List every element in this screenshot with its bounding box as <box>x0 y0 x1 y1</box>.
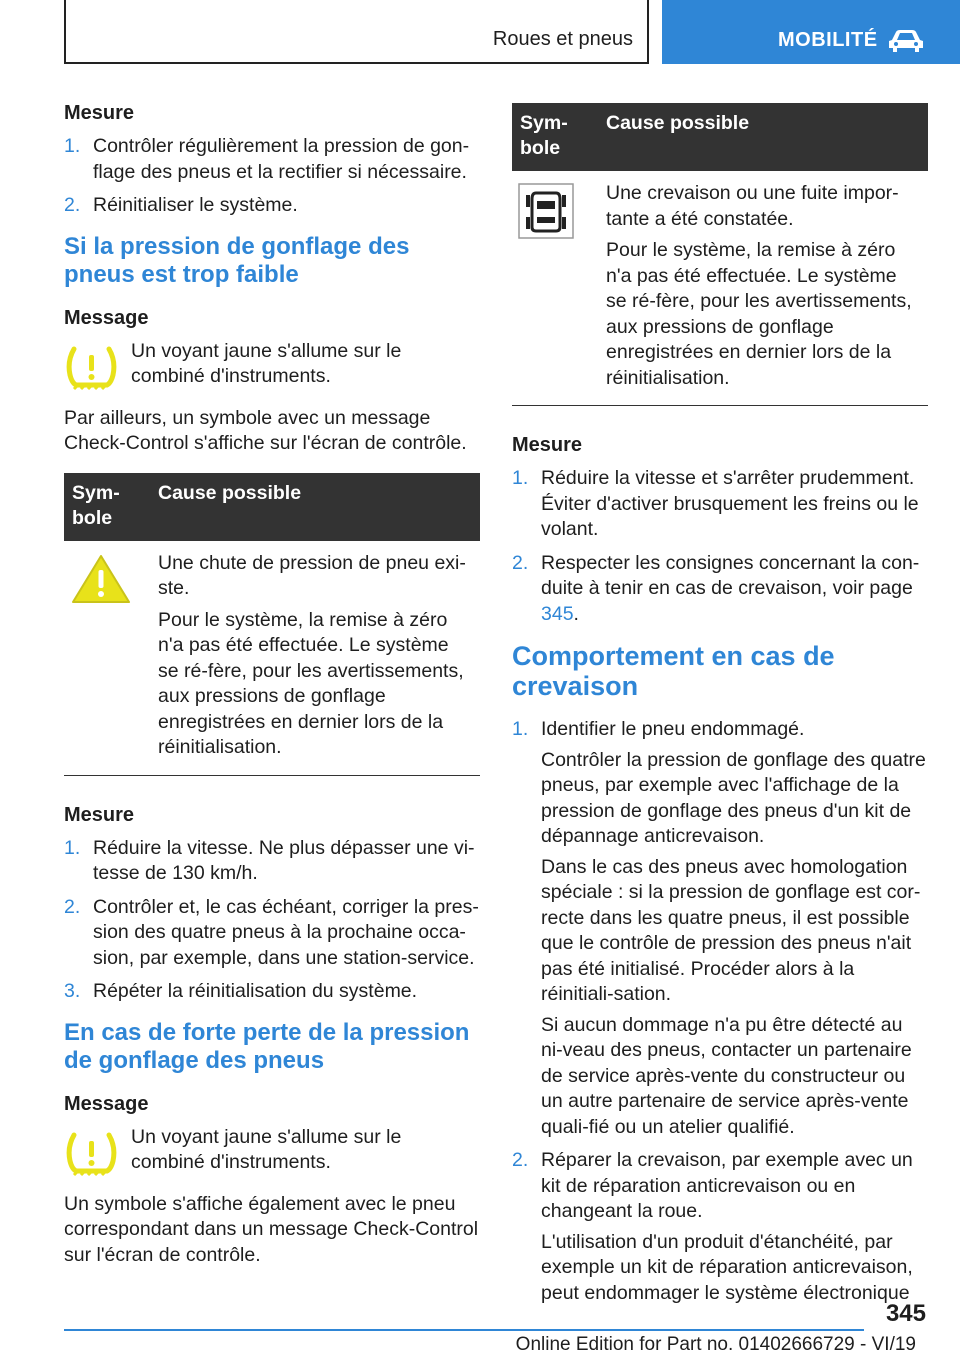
paragraph: Par ailleurs, un symbole avec un message Check-Control s'affiche sur l'écran de contrôle. <box>64 406 467 454</box>
section-title: Roues et pneus <box>492 28 633 50</box>
cause-text: Pour le système, la remise à zéro n'a pas été effectuée. Le système se ré-fère, pour les avertissements, aux pressions de gonflage enregistrées en dernier lors de la réinitialisation. <box>158 608 464 758</box>
tire-pressure-warning-icon <box>64 1131 119 1177</box>
car-tire-status-icon <box>518 183 574 239</box>
step-text: Répéter la réinitialisation du système. <box>93 980 418 1002</box>
step-item <box>512 466 928 543</box>
message-text: Un voyant jaune s'allume sur le combiné d'instruments. <box>131 1125 402 1173</box>
step-text: Contrôler et, le cas échéant, corriger la pres-sion des quatre pneus à la prochaine occa-sion, par exemple, dans une station-service. <box>93 895 479 969</box>
step-number: 1. <box>512 467 529 489</box>
page-number: 345 <box>885 1300 926 1327</box>
cause-cell <box>598 171 928 406</box>
message-block <box>64 339 480 394</box>
footer-divider <box>64 1329 864 1331</box>
mesure-label: Mesure <box>64 803 135 826</box>
cause-text: Une chute de pression de pneu exi-ste. <box>158 551 466 599</box>
step-number: 1. <box>64 836 81 859</box>
step-number: 2. <box>64 194 81 216</box>
step-number: 1. <box>64 135 81 157</box>
mesure-label: Mesure <box>64 102 135 124</box>
table-row <box>512 171 928 406</box>
step-item <box>64 895 480 972</box>
step-item <box>64 979 480 1005</box>
cause-cell <box>150 541 480 776</box>
mesure-label: Mesure <box>512 434 583 456</box>
heading-strong-loss: En cas de forte perte de la pression de gonflage des pneus <box>64 1018 470 1074</box>
step-number: 2. <box>512 1149 529 1171</box>
table-header-row <box>512 103 928 171</box>
step-title: Réparer la crevaison, par exemple avec un kit de réparation anticrevaison ou en changeant la roue. <box>541 1149 913 1222</box>
step-item <box>512 717 928 1140</box>
step-paragraph: Dans le cas des pneus avec homologation spéciale : si la pression de gonflage est cor-recte dans les quatre pneus, il est possible que le contrôle de pression des pneus n'ait pas été initialisé. Procéder alors à la réinitiali-sation. <box>541 855 921 1005</box>
symbol-table <box>512 103 928 406</box>
mesure-steps <box>512 466 928 627</box>
section-tab <box>64 0 649 64</box>
step-paragraph: Contrôler la pression de gonflage des quatre pneus, par exemple avec l'affichage de la pression de gonflage des pneus d'un kit de dépannage anticrevaison. <box>541 748 926 847</box>
symbol-cell <box>64 541 150 776</box>
message-label: Message <box>64 306 149 329</box>
comportement-steps <box>512 717 928 1306</box>
page-link[interactable]: 345 <box>541 602 574 625</box>
step-number: 2. <box>64 895 81 918</box>
heading-comportement: Comportement en cas de crevaison <box>512 641 835 701</box>
symbol-column-header: Sym-bole <box>512 103 598 171</box>
step-item <box>512 551 928 628</box>
step-text: Respecter les consignes concernant la con-duite à tenir en cas de crevaison, voir page <box>541 551 920 599</box>
step-item <box>512 1148 928 1306</box>
message-label: Message <box>64 1092 149 1115</box>
step-item <box>64 193 480 219</box>
symbol-column-header: Sym-bole <box>64 473 150 541</box>
cause-column-header: Cause possible <box>598 103 928 171</box>
message-block <box>64 1125 480 1180</box>
paragraph: Un symbole s'affiche également avec le pneu correspondant dans un message Check-Control sur l'écran de contrôle. <box>64 1192 479 1266</box>
heading-low-pressure: Si la pression de gonflage des pneus est trop faible <box>64 232 410 288</box>
step-text: Contrôler régulièrement la pression de gon-flage des pneus et la rectifier si nécessaire. <box>93 135 470 183</box>
step-number: 3. <box>64 980 81 1002</box>
mesure-steps <box>64 836 480 1005</box>
step-title: Identifier le pneu endommagé. <box>541 718 805 740</box>
warning-triangle-icon <box>70 553 132 605</box>
car-icon <box>886 28 926 54</box>
message-text: Un voyant jaune s'allume sur le combiné d'instruments. <box>131 339 402 387</box>
mesure-steps <box>64 134 480 219</box>
chapter-title: MOBILITÉ <box>778 29 878 51</box>
chapter-tab <box>662 0 960 64</box>
step-text: Réinitialiser le système. <box>93 194 298 216</box>
symbol-table <box>64 473 480 776</box>
table-row <box>64 541 480 776</box>
edition-text: Online Edition for Part no. 01402666729 - VI/19 <box>515 1334 916 1355</box>
left-column <box>64 100 480 1284</box>
right-column <box>512 103 928 1314</box>
symbol-cell <box>512 171 598 406</box>
step-number: 2. <box>512 551 529 574</box>
step-text: Réduire la vitesse et s'arrêter prudemment. Éviter d'activer brusquement les freins ou le volant. <box>541 467 919 540</box>
step-item <box>64 134 480 185</box>
table-header-row <box>64 473 480 541</box>
tire-pressure-warning-icon <box>64 345 119 391</box>
step-paragraph: Si aucun dommage n'a pu être détecté au ni-veau des pneus, contacter un partenaire de service après-vente du constructeur ou un autre partenaire de service après-vente quali-fié ou un atelier qualifié. <box>541 1013 912 1138</box>
cause-text: Pour le système, la remise à zéro n'a pas été effectuée. Le système se ré-fère, pour les avertissements, aux pressions de gonflage enregistrées en dernier lors de la réinitialisation. <box>606 239 912 389</box>
step-item <box>64 836 480 887</box>
step-text-end: . <box>573 602 579 625</box>
step-number: 1. <box>512 718 529 740</box>
step-paragraph: L'utilisation d'un produit d'étanchéité, par exemple un kit de réparation anticrevaison, peut endommager le système électronique <box>541 1230 913 1304</box>
cause-text: Une crevaison ou une fuite impor-tante a été constatée. <box>606 182 899 230</box>
cause-column-header: Cause possible <box>150 473 480 541</box>
step-text: Réduire la vitesse. Ne plus dépasser une vi-tesse de 130 km/h. <box>93 836 475 884</box>
